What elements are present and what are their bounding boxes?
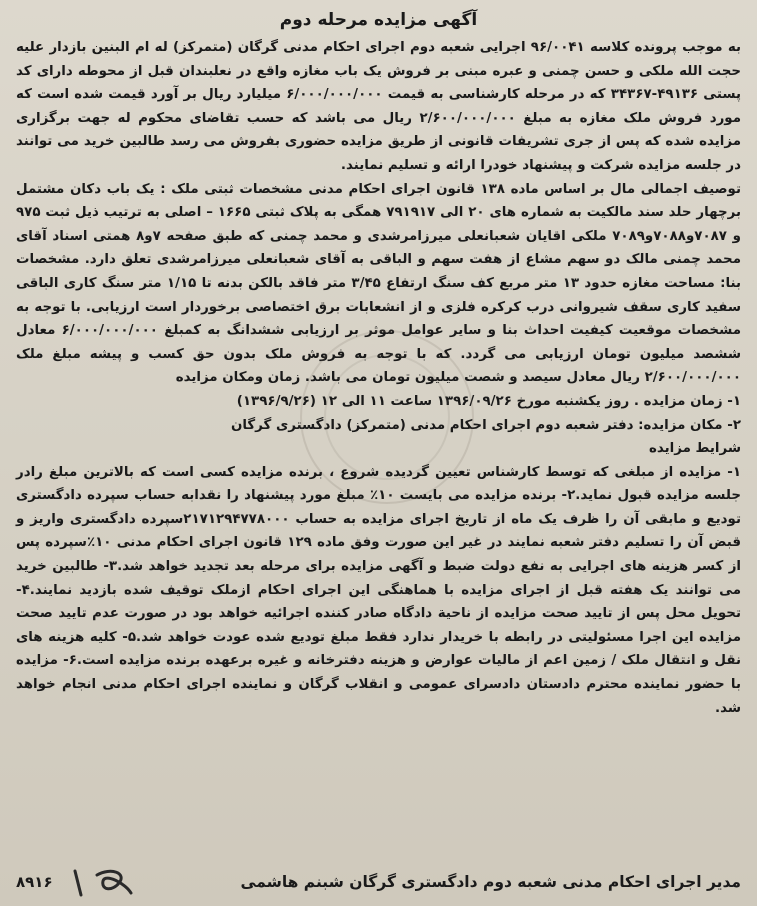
footer-left [16,865,137,899]
intro-paragraph: به موجب پرونده کلاسه ۹۶/۰۰۴۱ اجرایی شعبه دوم اجرای احکام مدنی گرگان (متمرکز) له ام البنین بازدار علیه حجت الله ملکی و حسن چمنی و عبره مبنی بر فروش یک باب مغازه واقع در نعلبندان قبل از محوطه دارای کد پستی ۴۹۱۳۶-۳۴۳۶۷ که در مرحله کارشناسی به قیمت ۶/۰۰۰/۰۰۰/۰۰۰ میلیارد ریال بر آورد قیمت شده است که مورد فروش ملک مغازه به مبلغ ۲/۶۰۰/۰۰۰/۰۰۰ ریال می باشد که حسب تقاضای محکوم له جهت برگزاری مزایده شده که پس از جری تشریفات قانونی از طریق مزایده حضوری بفروش می رسد طالبین خرید می توانند در جلسه مزایده شرکت و پیشنهاد خودرا ارائه و تسلیم نمایند. [16,40,741,173]
signature-line: مدیر اجرای احکام مدنی شعبه دوم دادگستری گرگان شبنم هاشمی [240,873,741,891]
notice-title: آگهی مزایده مرحله دوم [279,10,478,30]
auction-time: ۱- زمان مزایده . روز یکشنبه مورخ ۱۳۹۶/۰۹/۲۶ ساعت ۱۱ الی ۱۲ (۱۳۹۶/۹/۲۶) [236,393,741,409]
notice-body [16,36,741,720]
conditions-heading: شرایط مزایده [649,441,741,457]
handwritten-mark-icon [67,865,137,899]
notice-code: ۸۹۱۶ [16,873,53,891]
description-paragraph: توصیف اجمالی مال بر اساس ماده ۱۳۸ قانون اجرای احکام مدنی مشخصات ثبتی ملک : یک باب دکان مشتمل برچهار حلد سند مالکیت به شماره های ۲۰ الی ۷۹۱۹۱۷ همگی به پلاک ثبتی ۱۶۶۵ – اصلی به ترتیب ذیل ثبت ۹۷۵ و ۷۰۸۷و۷۰۸۸و۷۰۸۹ ملکی اقایان شعبانعلی میرزامرشدی و محمد چمنی که طبق صفحه ۷و۸ همتی اسناد آقای محمد چمنی مالک دو سهم مشاع از هفت سهم و الباقی به آقای شعبانعلی میرزامرشدی تعلق دارد. مشخصات بنا: مساحت مغازه حدود ۱۳ متر مربع کف سنگ ارتفاع ۳/۴۵ متر فاقد بالکن بدنه تا ۱/۱۵ متر سنگ کاری الباقی سفید کاری سقف شیروانی درب کرکره فلزی و از انشعابات برق اختصاصی برخوردار است ارزیابی. با توجه به مشخصات موقعیت کیفیت احداث بنا و سایر عوامل موثر بر ارزیابی ششدانگ به کمبلغ ۶/۰۰۰/۰۰۰/۰۰۰ معادل ششصد میلیون تومان ارزیابی می گردد. که با توجه به فروش ملک بدون حق کسب و پیشه مبلغ ملک ۲/۶۰۰/۰۰۰/۰۰۰ ریال معادل سیصد و شصت میلیون تومان می باشد. زمان ومکان مزایده [16,181,742,386]
auction-place: ۲- مکان مزایده: دفتر شعبه دوم اجرای احکام مدنی (متمرکز) دادگستری گرگان [230,417,741,433]
conditions-paragraph: ۱- مزایده از مبلغی که توسط کارشناس تعیین گردیده شروع ، برنده مزایده کسی است که بالاترین مبلغ رادر جلسه مزایده قبول نماید.۲- برنده مزایده می بایست ۱۰٪ مبلغ مورد پیشنهاد را نقدابه حساب سپرده دادگستری تودیع و مابقی آن را ظرف یک ماه از تاریخ اجرای مزایده به حساب ۲۱۷۱۲۹۴۷۷۸۰۰۰سپرده دادگستری واریز و قبض آن را تسلیم دفتر شعبه نمایند در غیر این صورت وفق ماده ۱۲۹ قانون اجرای احکام مدنی ۱۰٪سپرده پس از کسر هزینه های اجرایی به نفع دولت ضبط و آگهی مزایده برای مرحله بعد تجدید خواهد شد.۳- طالبین خرید می توانند یک هفته قبل از اجرای مزایده با هماهنگی این اجرای احکام ازملک توقیف شده بازدید نمایند.۴- تحویل محل پس از تایید صحت مزایده از ناحیة دادگاه صادر کننده اجرائیه خواهد بود در صورت عدم تایید صحت مزایده این اجرا مسئولیتی در رابطه با خریدار ندارد فقط مبلغ تودیع شده عودت خواهد شد.۵- کلیه هزینه های نقل و انتقال ملک / زمین اعم از مالیات عوارض و هزینه دفترخانه و غیره برعهده برنده مزایده است.۶- مزایده با حضور نماینده محترم دادستان دادسرای عمومی و انقلاب گرگان و نماینده اجرای احکام مدنی انجام خواهد شد. [16,464,742,716]
notice-footer [16,864,741,900]
